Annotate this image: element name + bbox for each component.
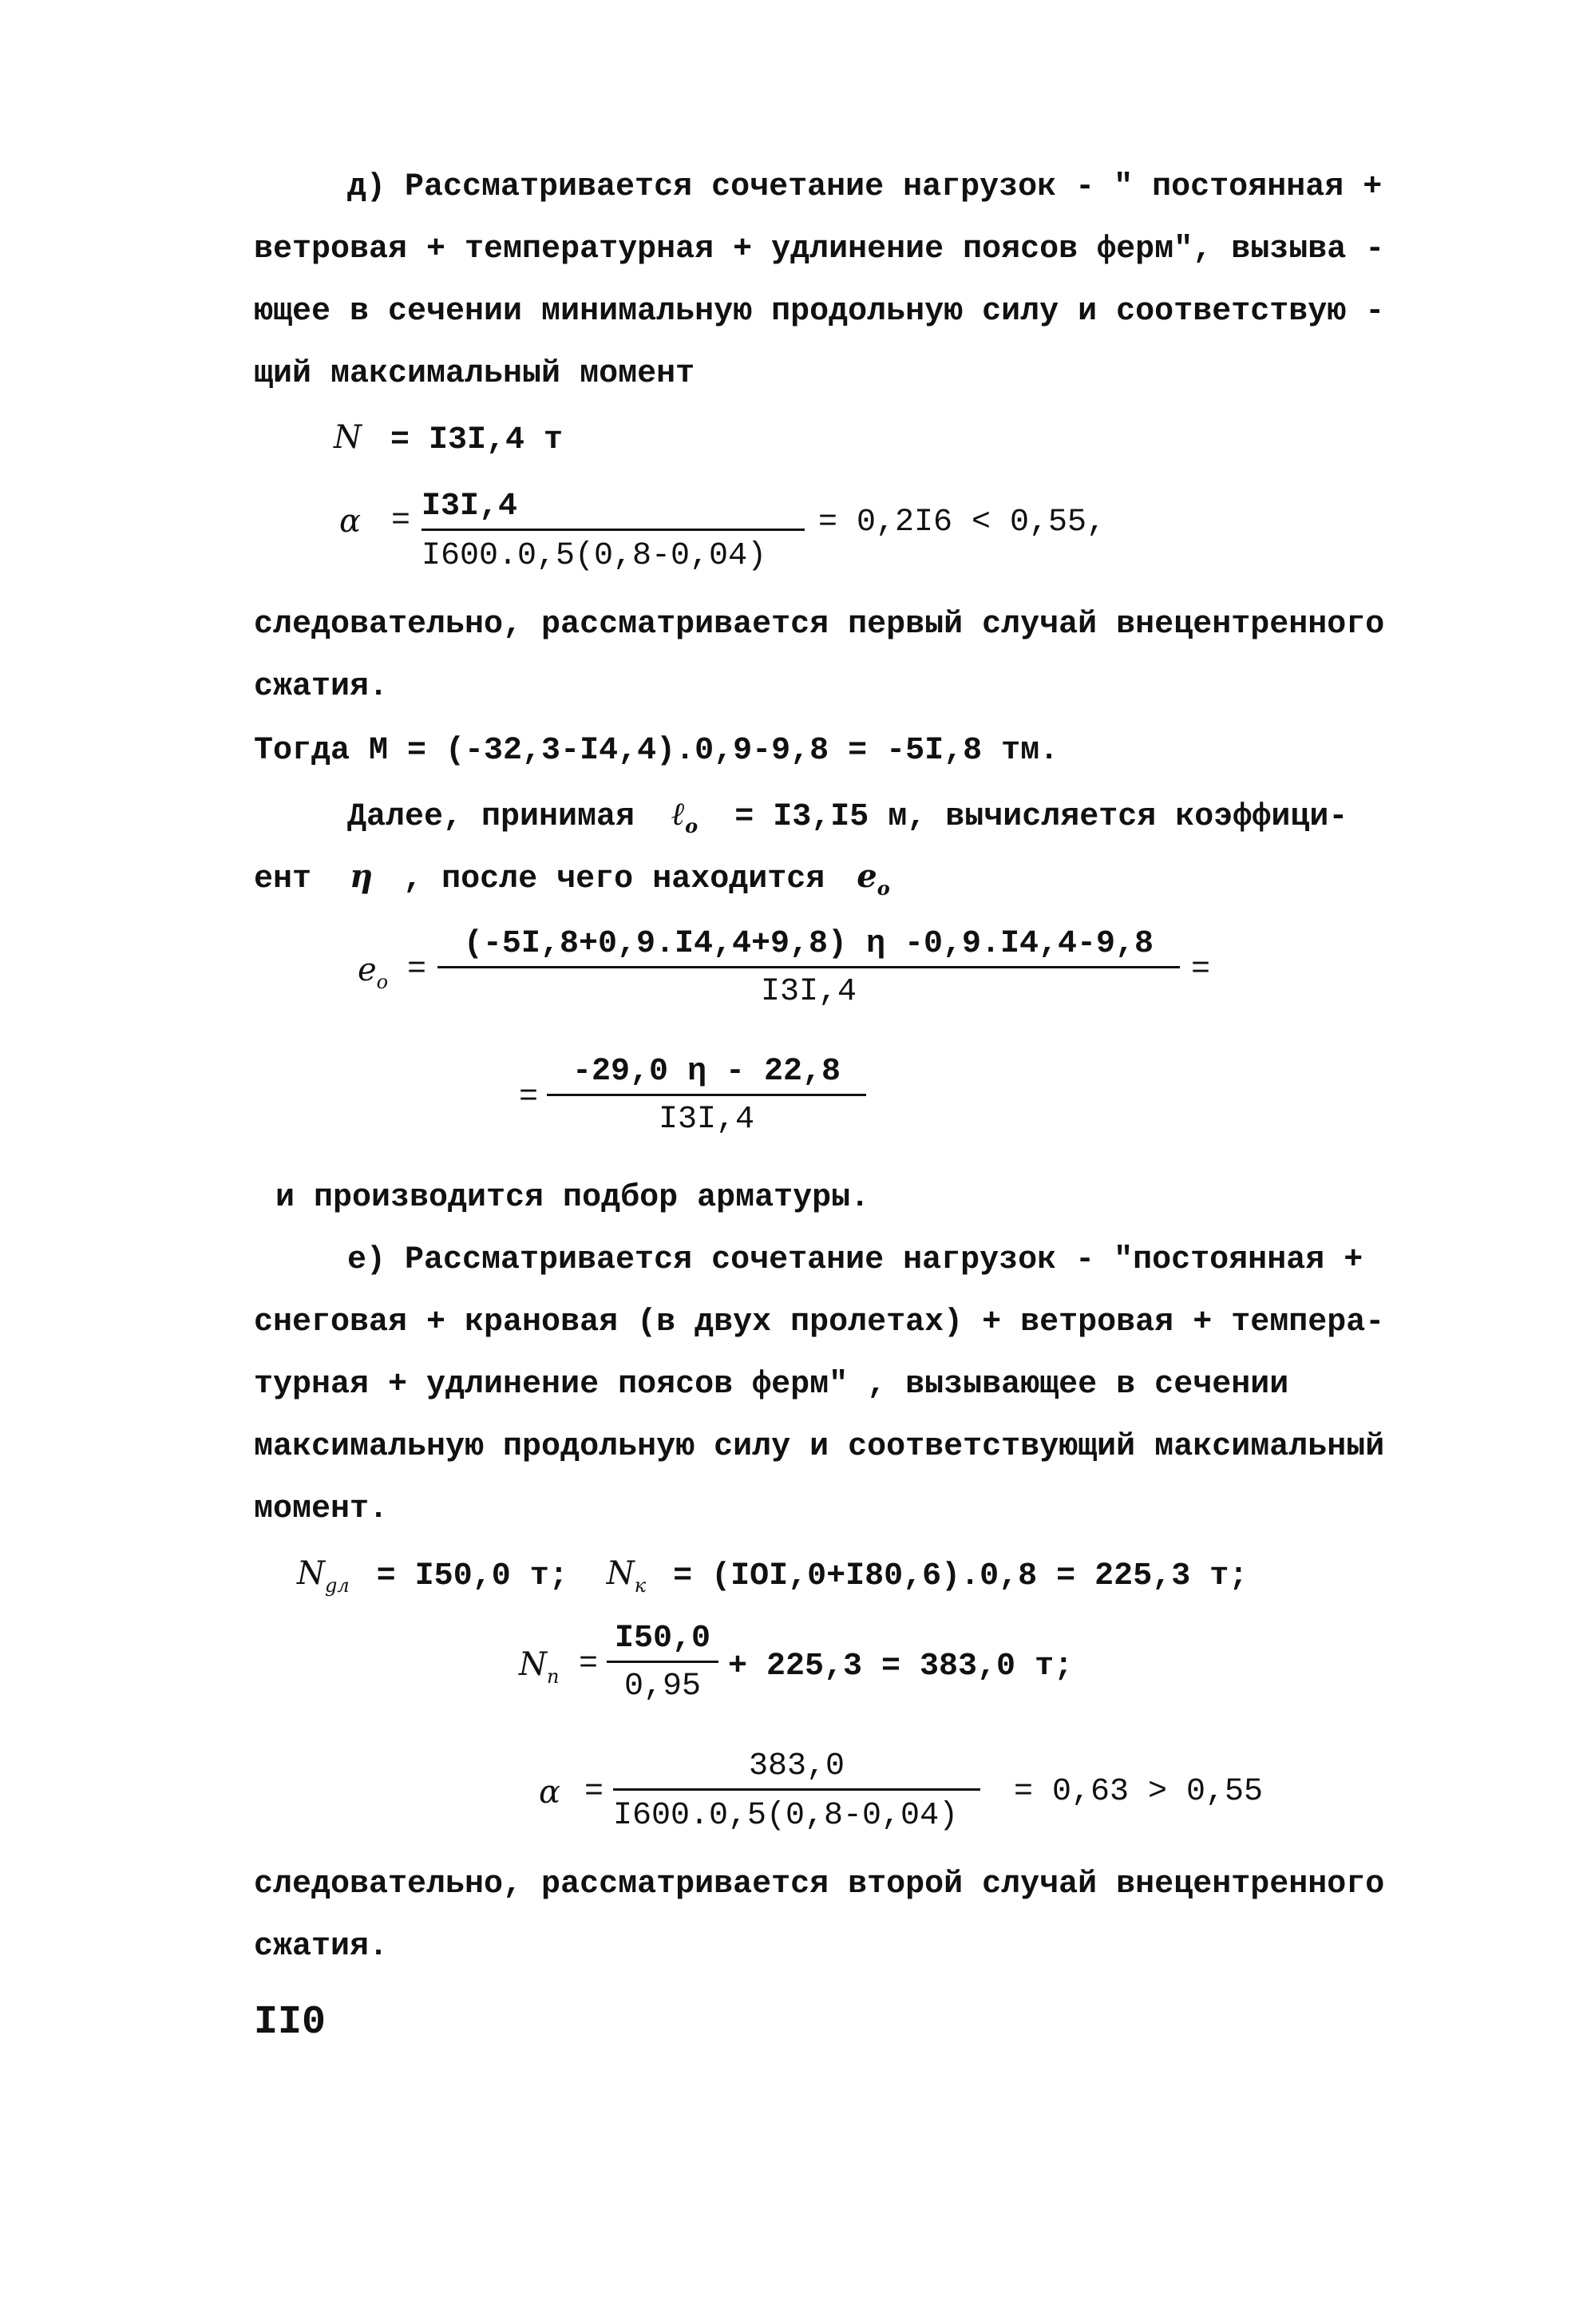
- text-line: ющее в сечении минимальную продольную силу и соответствую -: [254, 294, 1385, 330]
- n-symbol: N: [334, 419, 362, 456]
- text-line: максимальную продольную силу и соответствующий максимальный: [254, 1429, 1385, 1465]
- text-line: следовательно, рассматривается первый случай внецентренного: [254, 607, 1385, 643]
- moment-line: Тогда М = (-32,3-I4,4).0,9-9,8 = -5I,8 тм.: [254, 733, 1059, 769]
- text-line: ветровая + температурная + удлинение поясов ферм", вызыва -: [254, 232, 1385, 267]
- equals-sign: =: [1191, 952, 1211, 988]
- nn-numerator: I50,0: [614, 1621, 711, 1657]
- equals-sign: =: [519, 1079, 539, 1115]
- nn-fraction: [607, 1621, 718, 1710]
- alpha-fraction: [421, 489, 805, 578]
- l0-letter: ℓ: [671, 795, 686, 833]
- ngl-subscript: gл: [325, 1574, 350, 1597]
- eta-symbol: η: [350, 857, 374, 895]
- alpha-symbol: α: [339, 503, 362, 540]
- e0-fraction-simplified: [547, 1054, 866, 1143]
- fraction-bar: [607, 1661, 718, 1663]
- fraction-bar: [613, 1788, 980, 1791]
- nk-value: = (IOI,0+I80,6).0,8 = 225,3 т;: [673, 1558, 1249, 1594]
- e0-subscript: o: [376, 971, 389, 993]
- alpha-fraction: [613, 1748, 980, 1838]
- e0-letter: e: [358, 952, 377, 988]
- alpha-symbol: α: [539, 1774, 561, 1811]
- text-line: снеговая + крановая (в двух пролетах) + ветровая + темпера-: [254, 1305, 1385, 1340]
- l0-subscript: o: [685, 814, 699, 837]
- text-fragment: Далее, принимая: [347, 799, 635, 835]
- nn-letter: N: [519, 1646, 547, 1683]
- text-line: сжатия.: [254, 669, 389, 705]
- text-fragment: , после чего находится: [403, 861, 825, 897]
- text-line: е) Рассматривается сочетание нагрузок - "постоянная +: [347, 1242, 1363, 1278]
- text-line: д) Рассматривается сочетание нагрузок - " постоянная +: [347, 169, 1383, 205]
- text-line: [254, 857, 890, 900]
- ngl-letter: N: [297, 1555, 325, 1592]
- fraction-bar: [421, 529, 805, 531]
- text-fragment: = I3,I5 м, вычисляется коэффици-: [734, 799, 1348, 835]
- alpha-result: = 0,2I6 < 0,55,: [818, 505, 1106, 540]
- nn-symbol: [519, 1646, 560, 1688]
- l0-symbol: [671, 795, 699, 837]
- e0-subscript: o: [877, 877, 890, 900]
- equals-sign: =: [584, 1774, 604, 1810]
- ngl-value: = I50,0 т;: [376, 1558, 568, 1594]
- e0-symbol: [857, 857, 890, 900]
- alpha-denominator: I600.0,5(0,8-0,04): [613, 1798, 959, 1834]
- alpha-denominator: I600.0,5(0,8-0,04): [421, 538, 767, 574]
- alpha-numerator: 383,0: [748, 1748, 845, 1784]
- e0-letter: e: [857, 857, 877, 895]
- page-number: II0: [254, 2000, 327, 2045]
- ngl-symbol: [297, 1555, 350, 1597]
- e0-denominator: I3I,4: [658, 1102, 755, 1138]
- e0-numerator: (-5I,8+0,9.I4,4+9,8) η -0,9.I4,4-9,8: [463, 926, 1154, 962]
- text-line: турная + удлинение поясов ферм" , вызывающее в сечении: [254, 1367, 1289, 1403]
- fraction-bar: [547, 1094, 866, 1096]
- text-line: следовательно, рассматривается второй случай внецентренного: [254, 1867, 1385, 1902]
- equals-sign: =: [407, 952, 427, 988]
- formula-n-line: [297, 1555, 1249, 1597]
- nn-result: + 225,3 = 383,0 т;: [728, 1649, 1074, 1685]
- text-line: сжатия.: [254, 1929, 389, 1965]
- nn-subscript: п: [547, 1665, 560, 1688]
- fraction-bar: [437, 966, 1180, 968]
- nn-denominator: 0,95: [623, 1669, 701, 1704]
- text-line: щий максимальный момент: [254, 356, 695, 392]
- text-line: и производится подбор арматуры.: [275, 1180, 870, 1216]
- alpha-numerator: I3I,4: [421, 489, 518, 525]
- n-value: = I3I,4 т: [390, 422, 564, 458]
- nk-subscript: к: [634, 1574, 647, 1597]
- e0-numerator: -29,0 η - 22,8: [572, 1054, 841, 1090]
- e0-symbol: [358, 952, 389, 993]
- nk-letter: N: [606, 1555, 635, 1592]
- nk-symbol: [606, 1555, 647, 1597]
- text-line: момент.: [254, 1491, 389, 1527]
- alpha-result: = 0,63 > 0,55: [1014, 1774, 1264, 1810]
- e0-denominator: I3I,4: [760, 974, 857, 1010]
- e0-fraction: [437, 926, 1180, 1016]
- text-line: [347, 795, 1348, 835]
- equals-sign: =: [391, 503, 411, 539]
- equals-sign: =: [579, 1646, 599, 1682]
- formula-n: [334, 419, 563, 458]
- text-fragment: ент: [254, 861, 312, 897]
